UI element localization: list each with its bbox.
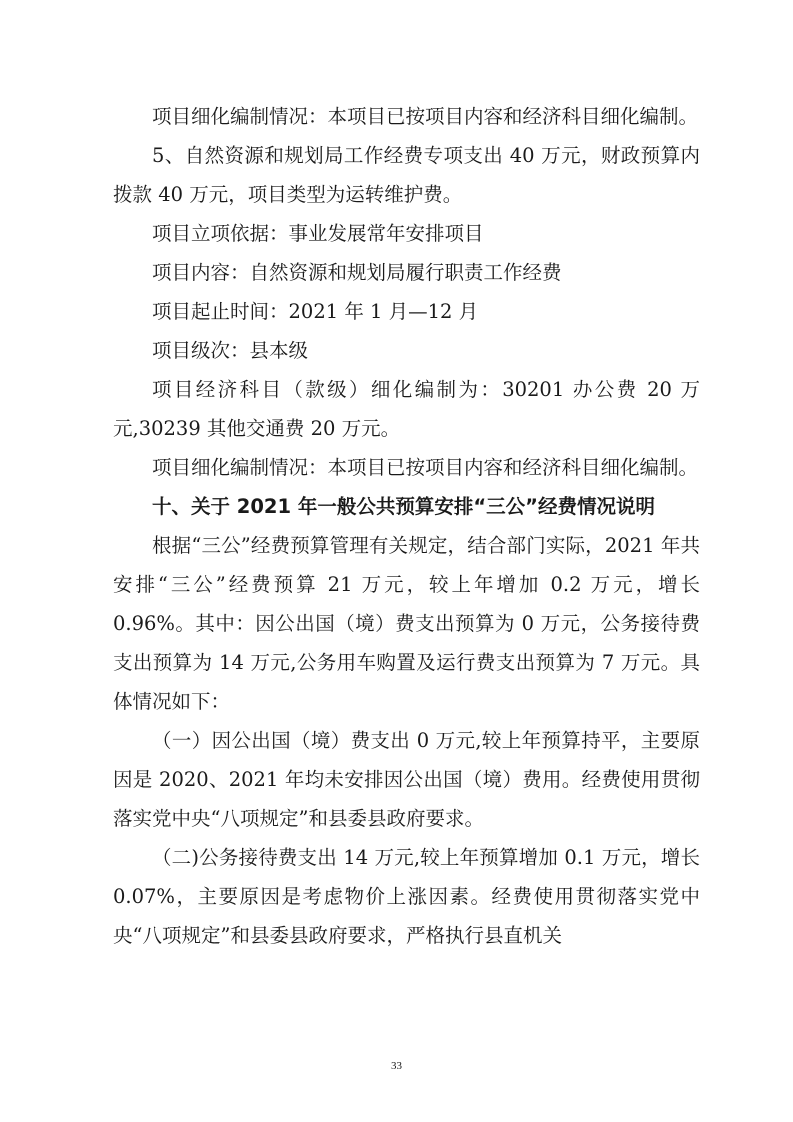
paragraph-item-5-natural-resources: 5、自然资源和规划局工作经费专项支出 40 万元，财政预算内拨款 40 万元，项目类型为运转维护费。: [113, 144, 700, 206]
paragraph-project-detail-status-2: 项目细化编制情况：本项目已按项目内容和经济科目细化编制。: [152, 456, 699, 479]
paragraph-project-level: 项目级次：县本级: [152, 339, 309, 362]
paragraph-project-period: 项目起止时间：2021 年 1 月—12 月: [152, 300, 479, 323]
document-body: [113, 97, 700, 955]
paragraph-economic-subjects: 项目经济科目（款级）细化编制为：30201 办公费 20 万元,30239 其他交通费 20 万元。: [113, 378, 700, 440]
paragraph-overseas-travel: （一）因公出国（境）费支出 0 万元,较上年预算持平，主要原因是 2020、2021 年均未安排因公出国（境）费用。经费使用贯彻落实党中央“八项规定”和县委县政府要求。: [113, 729, 700, 830]
paragraph-official-reception: （二)公务接待费支出 14 万元,较上年预算增加 0.1 万元，增长 0.07%，主要原因是考虑物价上涨因素。经费使用贯彻落实党中央“八项规定”和县委县政府要求，严格执行县直机关: [113, 846, 700, 947]
page-number: 33: [391, 1060, 402, 1072]
paragraph-project-basis: 项目立项依据：事业发展常年安排项目: [152, 222, 484, 245]
paragraph-project-detail-status-1: 项目细化编制情况：本项目已按项目内容和经济科目细化编制。: [152, 105, 699, 128]
paragraph-project-content: 项目内容：自然资源和规划局履行职责工作经费: [152, 261, 562, 284]
paragraph-three-public-overview: 根据“三公”经费预算管理有关规定，结合部门实际，2021 年共安排“三公”经费预算 21 万元，较上年增加 0.2 万元，增长 0.96%。其中：因公出国（境）费支出预算为 0 万元，公务接待费支出预算为 14 万元,公务用车购置及运行费支出预算为 7 万元。具体情况如下：: [113, 534, 700, 713]
section-heading-three-public: 十、关于 2021 年一般公共预算安排“三公”经费情况说明: [152, 495, 655, 518]
